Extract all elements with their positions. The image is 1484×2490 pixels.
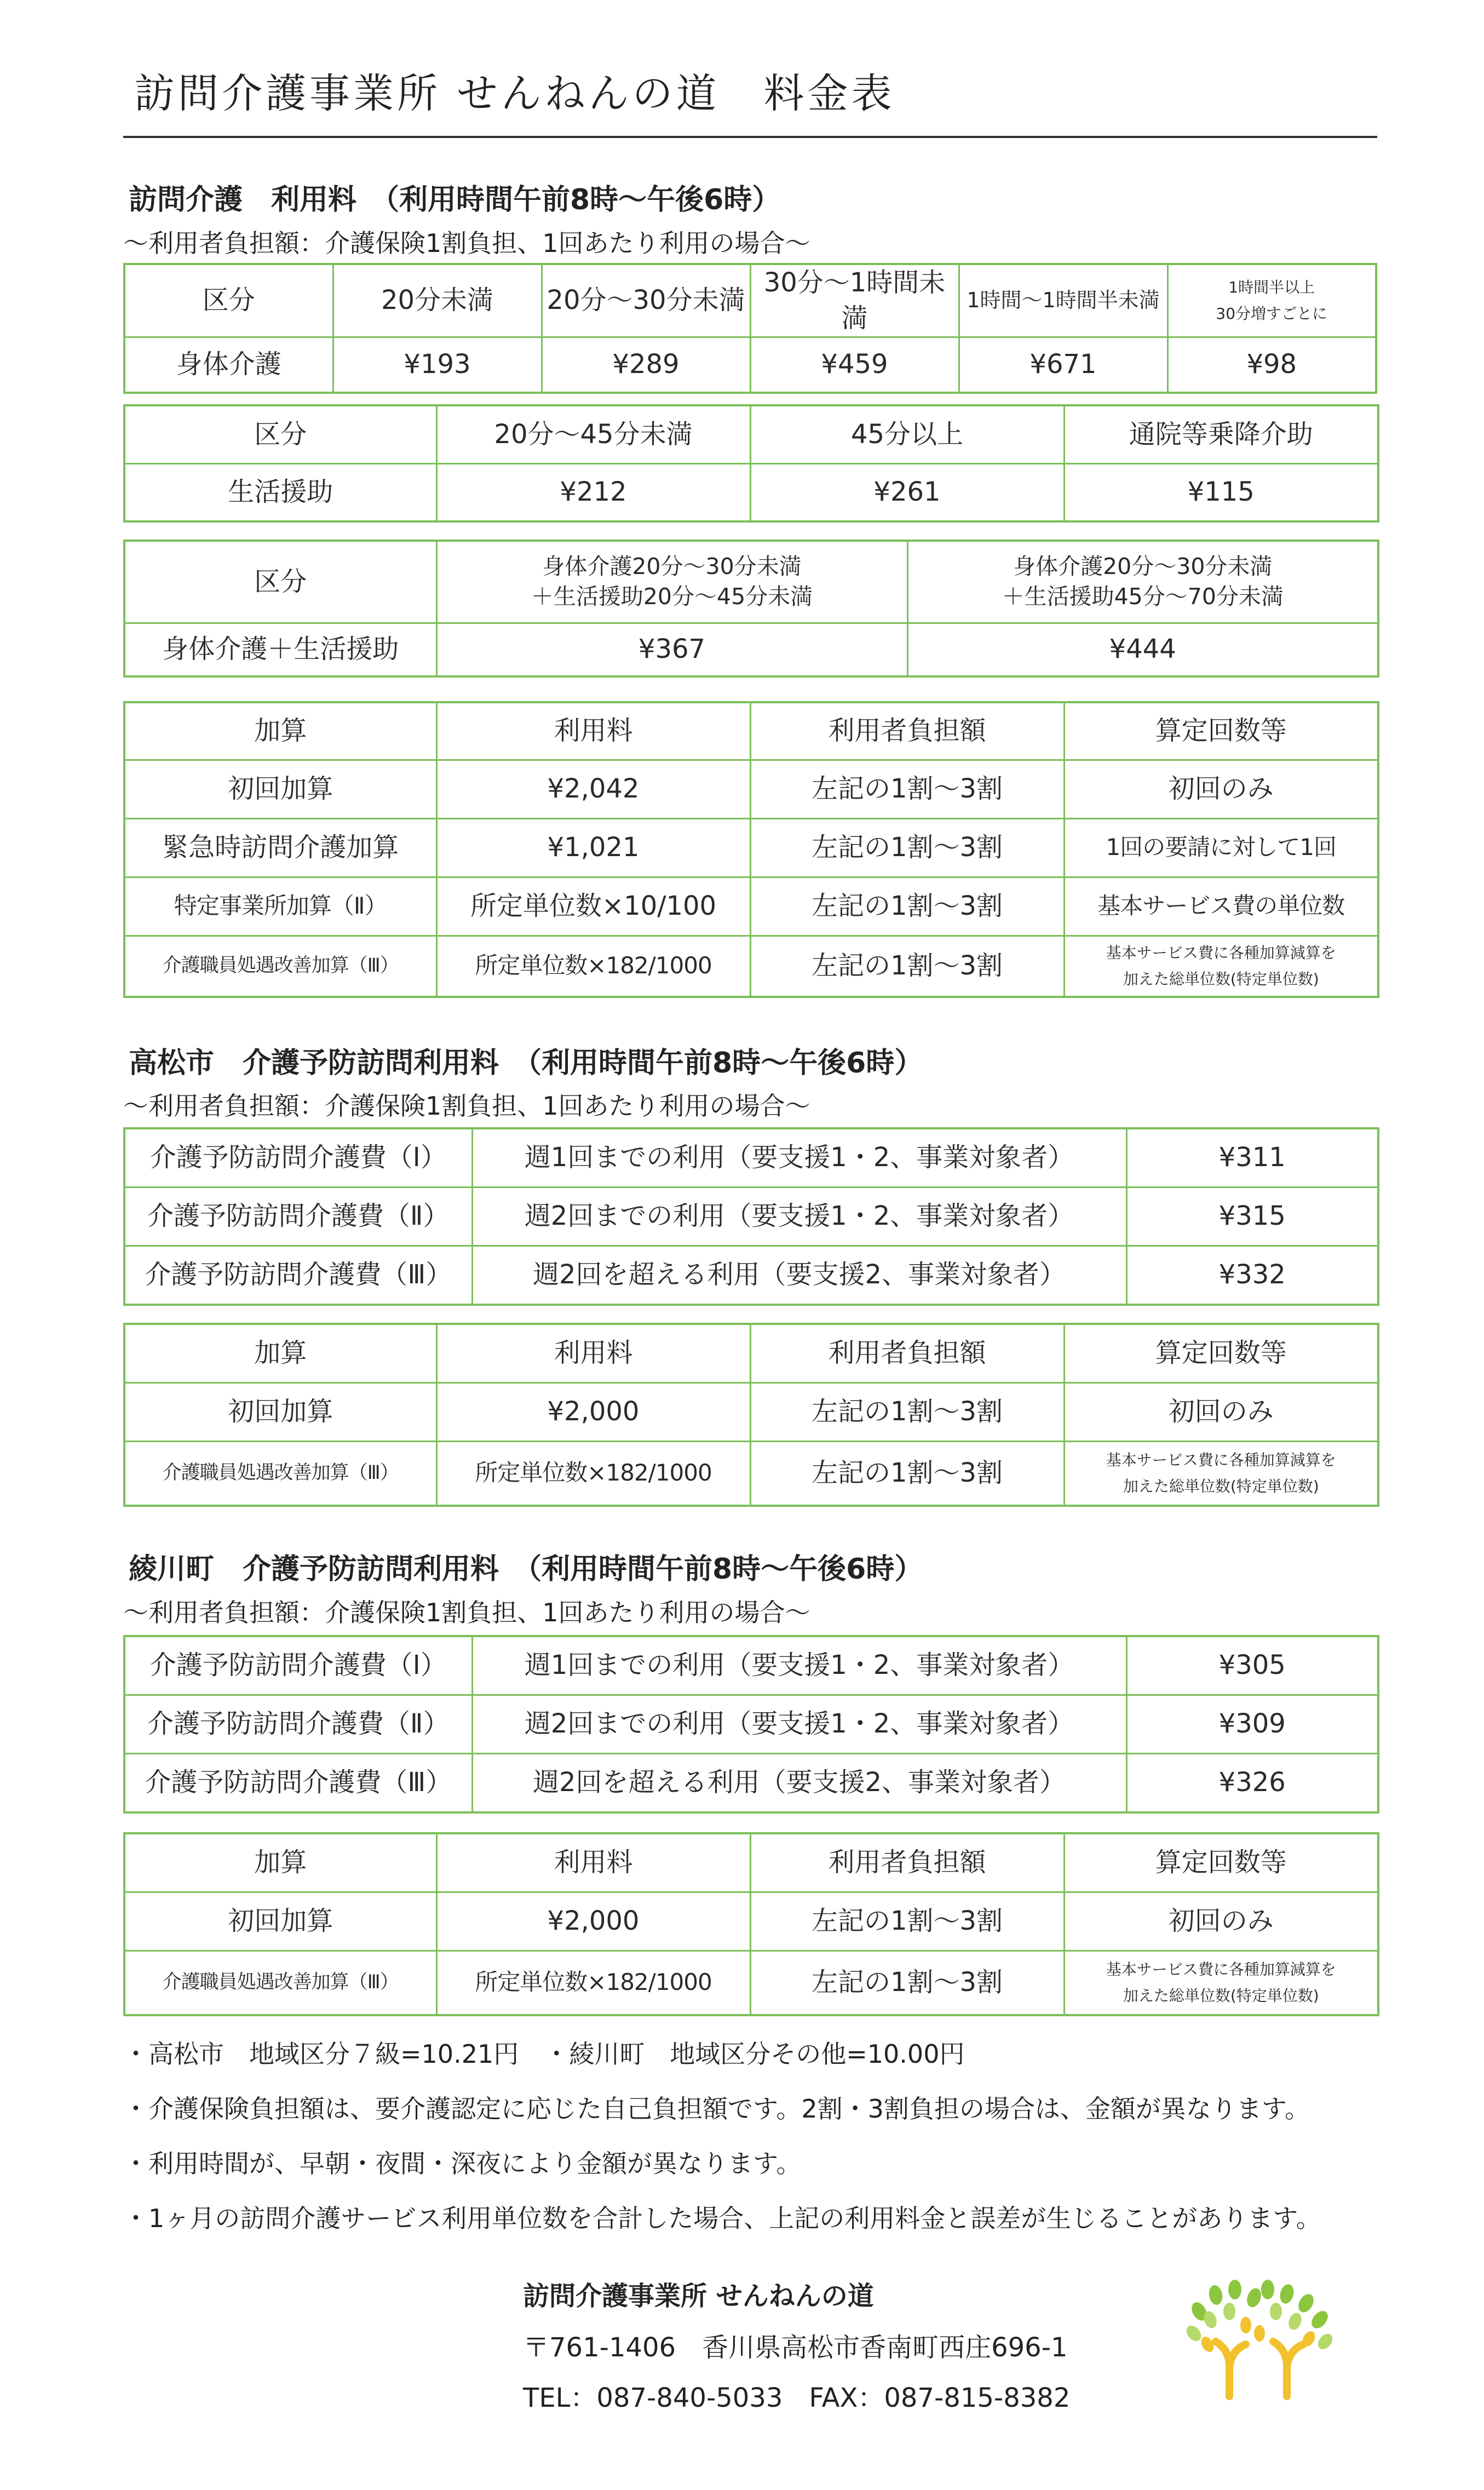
table-cell: 初回加算 — [124, 1892, 436, 1950]
table-cell: ¥2,000 — [436, 1382, 750, 1441]
table-cell: ¥212 — [436, 463, 750, 521]
note-item: ・高松市 地域区分７級=10.21円 ・綾川町 地域区分その他=10.00円 — [123, 2039, 965, 2069]
table-header-cell: 45分以上 — [750, 405, 1064, 463]
table-cell: 介護予防訪問介護費（Ⅱ） — [124, 1187, 472, 1246]
table-header-cell: 算定回数等 — [1064, 1324, 1378, 1382]
table-header-cell: 20分未満 — [333, 264, 542, 337]
table-header-cell: 1時間半以上 30分増すごとに — [1167, 264, 1376, 337]
combined-care-fee-table — [123, 540, 1379, 678]
table-header-cell: 利用者負担額 — [750, 702, 1064, 760]
table-cell: 介護予防訪問介護費（Ⅰ） — [124, 1128, 472, 1187]
table-cell: 左記の1割～3割 — [750, 877, 1064, 936]
table-cell: 1回の要請に対して1回 — [1064, 818, 1378, 877]
table-header-cell: 区分 — [124, 541, 436, 623]
table-cell: 基本サービス費に各種加算減算を 加えた総単位数(特定単位数) — [1064, 1441, 1378, 1506]
tree-logo-icon — [1177, 2273, 1342, 2405]
table-cell: ¥261 — [750, 463, 1064, 521]
table-cell: 身体介護 — [124, 337, 333, 393]
table-cell: 介護予防訪問介護費（Ⅱ） — [124, 1695, 472, 1753]
table-cell: 週1回までの利用（要支援1・2、事業対象者） — [472, 1636, 1126, 1695]
office-address: 〒761-1406 香川県高松市香南町西庄696-1 — [523, 2332, 1068, 2363]
table-cell: ¥367 — [436, 623, 907, 676]
table-cell: 週2回までの利用（要支援1・2、事業対象者） — [472, 1187, 1126, 1246]
table-cell: 初回加算 — [124, 1382, 436, 1441]
office-name: 訪問介護事業所 せんねんの道 — [523, 2281, 874, 2311]
table-cell: 介護職員処遇改善加算（Ⅲ） — [124, 1950, 436, 2015]
page-title: 訪問介護事業所 せんねんの道 料金表 — [134, 70, 895, 117]
table-cell: 左記の1割～3割 — [750, 1441, 1064, 1506]
table-header-cell: 利用者負担額 — [750, 1833, 1064, 1892]
table-cell: 身体介護＋生活援助 — [124, 623, 436, 676]
table-header-cell: 身体介護20分～30分未満 ＋生活援助45分～70分未満 — [907, 541, 1378, 623]
table-header-cell: 算定回数等 — [1064, 1833, 1378, 1892]
table-cell: ¥326 — [1126, 1753, 1378, 1812]
table-cell: 初回のみ — [1064, 1382, 1378, 1441]
table-header-cell: 30分～1時間未満 — [750, 264, 959, 337]
body-care-fee-table — [123, 263, 1377, 394]
table-cell: 週2回を超える利用（要支援2、事業対象者） — [472, 1753, 1126, 1812]
takamatsu-fee-table — [123, 1127, 1379, 1306]
table-header-cell: 利用料 — [436, 1324, 750, 1382]
table-cell: 介護職員処遇改善加算（Ⅲ） — [124, 936, 436, 997]
table-cell: 週2回までの利用（要支援1・2、事業対象者） — [472, 1695, 1126, 1753]
table-cell: 初回加算 — [124, 760, 436, 818]
table-cell: 生活援助 — [124, 463, 436, 521]
table-cell: 介護予防訪問介護費（Ⅲ） — [124, 1246, 472, 1305]
section-title-ayagawa: 綾川町 介護予防訪問利用料 （利用時間午前8時～午後6時） — [129, 1553, 923, 1586]
office-info — [523, 2270, 1070, 2423]
table-header-cell: 加算 — [124, 1324, 436, 1382]
table-header-cell: 通院等乗降介助 — [1064, 405, 1378, 463]
table-cell: 介護予防訪問介護費（Ⅰ） — [124, 1636, 472, 1695]
table-cell: 所定単位数×182/1000 — [436, 1950, 750, 2015]
table-cell: 初回のみ — [1064, 760, 1378, 818]
notes-list — [123, 2027, 1321, 2246]
table-header-cell: 区分 — [124, 405, 436, 463]
table-header-cell: 身体介護20分～30分未満 ＋生活援助20分～45分未満 — [436, 541, 907, 623]
table-cell: ¥98 — [1167, 337, 1376, 393]
table-cell: 特定事業所加算（Ⅱ） — [124, 877, 436, 936]
table-header-cell: 20分～30分未満 — [542, 264, 750, 337]
table-cell: 左記の1割～3割 — [750, 1892, 1064, 1950]
table-header-cell: 算定回数等 — [1064, 702, 1378, 760]
table-cell: 基本サービス費の単位数 — [1064, 877, 1378, 936]
table-cell: 基本サービス費に各種加算減算を 加えた総単位数(特定単位数) — [1064, 1950, 1378, 2015]
table-cell: 左記の1割～3割 — [750, 936, 1064, 997]
table-cell: 左記の1割～3割 — [750, 1382, 1064, 1441]
table-header-cell: 加算 — [124, 1833, 436, 1892]
table-cell: ¥1,021 — [436, 818, 750, 877]
table-cell: ¥289 — [542, 337, 750, 393]
table-cell: ¥2,042 — [436, 760, 750, 818]
ayagawa-addition-table — [123, 1832, 1379, 2016]
section-title-takamatsu: 高松市 介護予防訪問利用料 （利用時間午前8時～午後6時） — [129, 1047, 923, 1080]
section-subtitle-takamatsu: ～利用者負担額：介護保険1割負担、1回あたり利用の場合～ — [123, 1091, 810, 1121]
table-cell: ¥444 — [907, 623, 1378, 676]
life-support-fee-table — [123, 404, 1379, 523]
table-cell: ¥315 — [1126, 1187, 1378, 1246]
table-cell: ¥2,000 — [436, 1892, 750, 1950]
table-cell: ¥311 — [1126, 1128, 1378, 1187]
office-contact: TEL：087-840-5033 FAX：087-815-8382 — [523, 2383, 1071, 2413]
table-header-cell: 20分～45分未満 — [436, 405, 750, 463]
section-subtitle-home-care: ～利用者負担額：介護保険1割負担、1回あたり利用の場合～ — [123, 228, 810, 258]
takamatsu-addition-table — [123, 1323, 1379, 1507]
table-cell: 左記の1割～3割 — [750, 1950, 1064, 2015]
section-subtitle-ayagawa: ～利用者負担額：介護保険1割負担、1回あたり利用の場合～ — [123, 1598, 810, 1627]
table-cell: 週2回を超える利用（要支援2、事業対象者） — [472, 1246, 1126, 1305]
section-title-home-care: 訪問介護 利用料 （利用時間午前8時～午後6時） — [129, 183, 781, 216]
table-header-cell: 利用料 — [436, 702, 750, 760]
table-cell: ¥332 — [1126, 1246, 1378, 1305]
table-cell: 所定単位数×182/1000 — [436, 1441, 750, 1506]
table-cell: 初回のみ — [1064, 1892, 1378, 1950]
table-header-cell: 区分 — [124, 264, 333, 337]
table-cell: 左記の1割～3割 — [750, 760, 1064, 818]
table-cell: ¥671 — [959, 337, 1167, 393]
note-item: ・1ヶ月の訪問介護サービス利用単位数を合計した場合、上記の利用料金と誤差が生じることがあります。 — [123, 2204, 1321, 2233]
table-cell: ¥115 — [1064, 463, 1378, 521]
table-cell: 所定単位数×10/100 — [436, 877, 750, 936]
table-cell: ¥459 — [750, 337, 959, 393]
title-divider — [123, 136, 1377, 138]
table-cell: 介護職員処遇改善加算（Ⅲ） — [124, 1441, 436, 1506]
table-header-cell: 加算 — [124, 702, 436, 760]
table-header-cell: 利用料 — [436, 1833, 750, 1892]
home-care-addition-table — [123, 701, 1379, 998]
table-cell: 所定単位数×182/1000 — [436, 936, 750, 997]
table-cell: 介護予防訪問介護費（Ⅲ） — [124, 1753, 472, 1812]
table-cell: ¥193 — [333, 337, 542, 393]
table-cell: 左記の1割～3割 — [750, 818, 1064, 877]
note-item: ・介護保険負担額は、要介護認定に応じた自己負担額です。2割・3割負担の場合は、金額が異なります。 — [123, 2094, 1310, 2124]
table-cell: ¥309 — [1126, 1695, 1378, 1753]
table-header-cell: 1時間～1時間半未満 — [959, 264, 1167, 337]
table-header-cell: 利用者負担額 — [750, 1324, 1064, 1382]
table-cell: 緊急時訪問介護加算 — [124, 818, 436, 877]
note-item: ・利用時間が、早朝・夜間・深夜により金額が異なります。 — [123, 2149, 802, 2178]
table-cell: 週1回までの利用（要支援1・2、事業対象者） — [472, 1128, 1126, 1187]
table-cell: 基本サービス費に各種加算減算を 加えた総単位数(特定単位数) — [1064, 936, 1378, 997]
table-cell: ¥305 — [1126, 1636, 1378, 1695]
ayagawa-fee-table — [123, 1635, 1379, 1814]
